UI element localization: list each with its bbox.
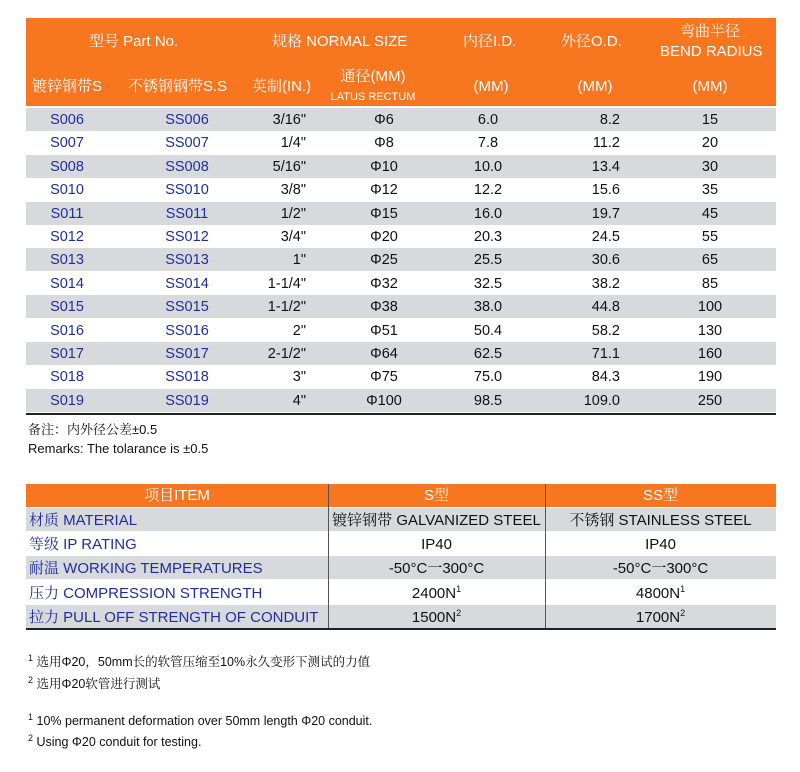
cell-part-ss: SS013 — [165, 252, 209, 269]
cell-id: 25.5 — [473, 252, 503, 269]
cell-part-ss: SS010 — [165, 182, 209, 199]
cell-part-s: S006 — [50, 112, 84, 128]
cell-part-ss: SS017 — [165, 346, 209, 362]
cell-bend: 100 — [697, 299, 723, 316]
cell-s-value — [328, 556, 545, 579]
cell-inch: 1" — [292, 252, 306, 269]
cell-latus: Φ25 — [370, 252, 398, 269]
cell-latus: Φ20 — [370, 229, 398, 245]
table-row — [26, 202, 776, 225]
cell-part-s: S008 — [50, 158, 84, 175]
cell-part-ss: SS006 — [165, 112, 209, 128]
cell-latus: Φ38 — [370, 299, 398, 316]
cell-bend: 45 — [701, 205, 719, 222]
value-text: 不锈钢 STAINLESS STEEL — [569, 512, 752, 529]
cell-inch: 3" — [292, 369, 306, 386]
cell-s-value — [328, 605, 545, 628]
cell-inch: 1-1/2" — [267, 299, 306, 316]
cell-id: 12.2 — [473, 182, 503, 199]
cell-part-s: S010 — [50, 182, 84, 199]
cell-od: 8.2 — [599, 112, 620, 128]
cell-od: 19.7 — [591, 205, 620, 222]
cell-id: 98.5 — [473, 392, 503, 409]
footnote-text: 10% permanent deformation over 50mm length Φ20 conduit. — [36, 714, 373, 728]
cell-bend: 35 — [701, 182, 719, 199]
table-row — [26, 131, 776, 154]
header-inch: 英制(IN.) — [252, 78, 312, 95]
header-latus-en: LATUS RECTUM — [330, 91, 416, 103]
header-part-no: 型号 Part No. — [89, 33, 179, 50]
cell-ss-value — [545, 508, 776, 531]
value-text: IP40 — [421, 536, 452, 554]
footnote-mark: 2 — [456, 607, 462, 618]
cell-ss-value — [545, 532, 776, 555]
cell-part-ss: SS007 — [165, 135, 209, 152]
cell-inch: 1-1/4" — [267, 275, 306, 292]
cell-bend: 30 — [701, 158, 719, 175]
cell-latus: Φ12 — [370, 182, 398, 199]
cell-part-ss: SS008 — [165, 158, 209, 175]
cell-part-s: S011 — [50, 205, 84, 222]
cell-od: 44.8 — [591, 299, 620, 316]
footnote-cn-1 — [28, 652, 370, 670]
cell-latus: Φ100 — [366, 392, 402, 409]
footnote-en-2 — [28, 732, 202, 749]
header-bend-radius-en: BEND RADIUS — [660, 43, 763, 60]
cell-inch: 4" — [292, 392, 306, 409]
property-row — [26, 556, 776, 579]
cell-ss-value — [545, 605, 776, 628]
cell-latus: Φ51 — [370, 322, 398, 339]
cell-s-value — [328, 532, 545, 555]
cell-id: 10.0 — [473, 158, 503, 175]
property-table-header — [26, 484, 776, 507]
property-row — [26, 605, 776, 628]
cell-part-s: S017 — [50, 346, 84, 362]
property-row — [26, 581, 776, 604]
cell-id: 38.0 — [473, 299, 503, 316]
value-text: 2400N — [411, 584, 457, 602]
table-row — [26, 319, 776, 342]
cell-id: 20.3 — [473, 229, 503, 245]
cell-bend: 55 — [701, 229, 719, 245]
cell-od: 38.2 — [591, 275, 620, 292]
header-id: 内径I.D. — [463, 33, 517, 50]
cell-latus: Φ15 — [370, 205, 398, 222]
footnote-text: 选用Φ20软管进行测试 — [36, 677, 161, 691]
cell-id: 62.5 — [473, 346, 503, 362]
property-row — [26, 508, 776, 531]
header-od-unit: (MM) — [577, 78, 613, 95]
cell-part-s: S015 — [50, 299, 84, 316]
cell-part-ss: SS015 — [165, 299, 209, 316]
cell-bend: 250 — [697, 392, 723, 409]
cell-part-s: S007 — [50, 135, 84, 152]
cell-inch: 1/4" — [280, 135, 306, 152]
cell-id: 7.8 — [477, 135, 499, 152]
cell-latus: Φ75 — [370, 369, 398, 386]
cell-bend: 15 — [701, 112, 719, 128]
cell-ss-value — [545, 581, 776, 604]
cell-part-ss: SS014 — [165, 275, 209, 292]
header-ss-type: SS型 — [642, 487, 678, 504]
cell-inch: 3/8" — [280, 182, 306, 199]
size-table-header — [26, 18, 776, 106]
property-row — [26, 532, 776, 555]
footnote-mark: 1 — [28, 711, 34, 722]
footnote-mark: 2 — [28, 674, 34, 685]
footnote-mark: 2 — [28, 732, 34, 743]
cell-s-value — [328, 581, 545, 604]
cell-inch: 2-1/2" — [267, 346, 306, 362]
footnote-mark: 1 — [456, 583, 462, 594]
cell-latus: Φ6 — [374, 112, 394, 128]
cell-id: 32.5 — [473, 275, 503, 292]
cell-id: 75.0 — [473, 369, 503, 386]
cell-part-s: S012 — [50, 229, 84, 245]
cell-bend: 160 — [697, 346, 723, 362]
cell-part-ss: SS018 — [165, 369, 209, 386]
cell-part-ss: SS019 — [165, 392, 209, 409]
header-bend-unit: (MM) — [692, 78, 728, 95]
footnote-mark: 1 — [680, 583, 686, 594]
footnote-cn-2 — [28, 674, 160, 692]
table-divider — [26, 413, 776, 415]
cell-id: 16.0 — [473, 205, 503, 222]
header-normal-size: 规格 NORMAL SIZE — [272, 33, 408, 50]
footnote-mark: 1 — [28, 652, 34, 663]
table-divider — [26, 628, 776, 630]
value-text: 1700N — [635, 608, 681, 626]
cell-item: 耐温 WORKING TEMPERATURES — [29, 560, 263, 578]
table-row — [26, 389, 776, 412]
cell-part-ss: SS016 — [165, 322, 209, 339]
cell-item: 拉力 PULL OFF STRENGTH OF CONDUIT — [29, 608, 319, 626]
value-text: 1500N — [411, 608, 457, 626]
value-text: -50°C一300°C — [612, 560, 709, 578]
cell-item: 等级 IP RATING — [29, 536, 137, 554]
cell-id: 6.0 — [477, 112, 499, 128]
table-row — [26, 248, 776, 271]
cell-bend: 85 — [701, 275, 719, 292]
column-divider — [328, 484, 329, 629]
footnote-en-1 — [28, 711, 373, 728]
cell-latus: Φ10 — [370, 158, 398, 175]
footnote-mark: 2 — [680, 607, 686, 618]
cell-inch: 2" — [292, 322, 306, 339]
cell-part-ss: SS011 — [165, 205, 209, 222]
remark-cn: 备注：内外径公差±0.5 — [28, 422, 158, 437]
table-row — [26, 108, 776, 131]
table-row — [26, 178, 776, 201]
cell-od: 109.0 — [583, 392, 620, 409]
cell-od: 24.5 — [591, 229, 620, 245]
table-row — [26, 295, 776, 318]
cell-inch: 1/2" — [280, 205, 306, 222]
table-row — [26, 342, 776, 365]
value-text: -50°C一300°C — [388, 560, 485, 578]
table-row — [26, 155, 776, 178]
cell-od: 71.1 — [591, 346, 620, 362]
table-row — [26, 225, 776, 248]
cell-bend: 130 — [697, 322, 723, 339]
cell-latus: Φ32 — [370, 275, 398, 292]
cell-item: 压力 COMPRESSION STRENGTH — [29, 584, 263, 602]
footnote-text: Using Φ20 conduit for testing. — [36, 735, 202, 749]
header-latus-cn: 通径(MM) — [340, 68, 406, 85]
header-galvanized: 镀锌钢带S — [32, 78, 103, 95]
cell-bend: 20 — [701, 135, 719, 152]
cell-bend: 190 — [697, 369, 723, 386]
value-text: IP40 — [645, 536, 676, 554]
cell-part-s: S016 — [50, 322, 84, 339]
cell-od: 84.3 — [591, 369, 620, 386]
header-stainless: 不锈钢钢带S.S — [128, 78, 228, 95]
cell-part-ss: SS012 — [165, 229, 209, 245]
header-item: 项目ITEM — [144, 487, 210, 504]
remark-en: Remarks: The tolarance is ±0.5 — [28, 441, 209, 456]
cell-bend: 65 — [701, 252, 719, 269]
cell-od: 58.2 — [591, 322, 620, 339]
value-text: 镀锌钢带 GALVANIZED STEEL — [332, 512, 541, 529]
cell-item: 材质 MATERIAL — [29, 512, 138, 529]
cell-s-value — [328, 508, 545, 531]
cell-od: 11.2 — [592, 135, 620, 152]
header-bend-radius-cn: 弯曲半径 — [679, 23, 740, 40]
cell-part-s: S018 — [50, 369, 84, 386]
footnote-text: 选用Φ20，50mm长的软管压缩至10%永久变形下测试的力值 — [36, 655, 371, 669]
cell-od: 15.6 — [591, 182, 620, 199]
table-row — [26, 272, 776, 295]
cell-latus: Φ64 — [370, 346, 398, 362]
cell-od: 30.6 — [591, 252, 620, 269]
table-row — [26, 365, 776, 388]
value-text: 4800N — [635, 584, 681, 602]
column-divider — [545, 484, 546, 629]
cell-inch: 3/4" — [280, 229, 306, 245]
cell-ss-value — [545, 556, 776, 579]
cell-od: 13.4 — [591, 158, 620, 175]
cell-part-s: S014 — [50, 275, 84, 292]
cell-part-s: S013 — [50, 252, 84, 269]
header-s-type: S型 — [423, 487, 449, 504]
cell-latus: Φ8 — [374, 135, 394, 152]
cell-id: 50.4 — [473, 322, 503, 339]
cell-inch: 3/16" — [272, 112, 306, 128]
cell-inch: 5/16" — [272, 158, 306, 175]
cell-part-s: S019 — [50, 392, 84, 409]
header-od: 外径O.D. — [561, 33, 622, 50]
header-id-unit: (MM) — [473, 78, 509, 95]
